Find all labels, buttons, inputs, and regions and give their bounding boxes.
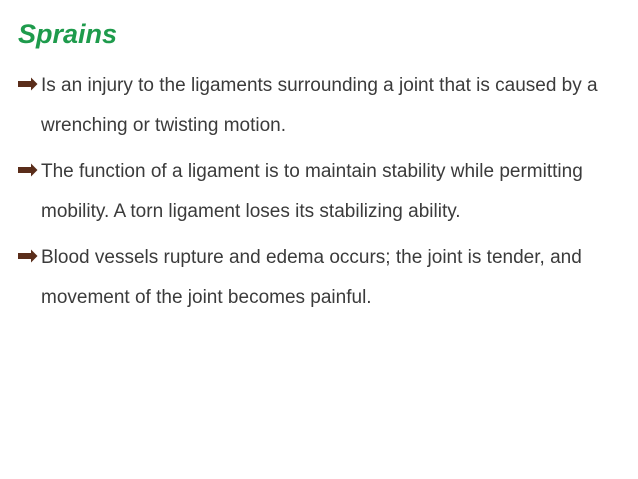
bullet-text: The function of a ligament is to maintain stability while permitting mobility. A torn ligament loses its stabilizing ability. [41, 161, 583, 222]
pencil-arrow-icon [18, 77, 38, 91]
pencil-arrow-icon [18, 163, 38, 177]
slide-title: Sprains [18, 19, 118, 49]
bullet-text: Is an injury to the ligaments surrounding a joint that is caused by a wrenching or twisting motion. [41, 75, 598, 136]
pencil-arrow-icon [18, 249, 38, 263]
list-item [18, 66, 626, 146]
bullet-list [18, 66, 626, 324]
list-item [18, 238, 626, 318]
bullet-text: Blood vessels rupture and edema occurs; the joint is tender, and movement of the joint becomes painful. [41, 247, 582, 308]
list-item [18, 152, 626, 232]
